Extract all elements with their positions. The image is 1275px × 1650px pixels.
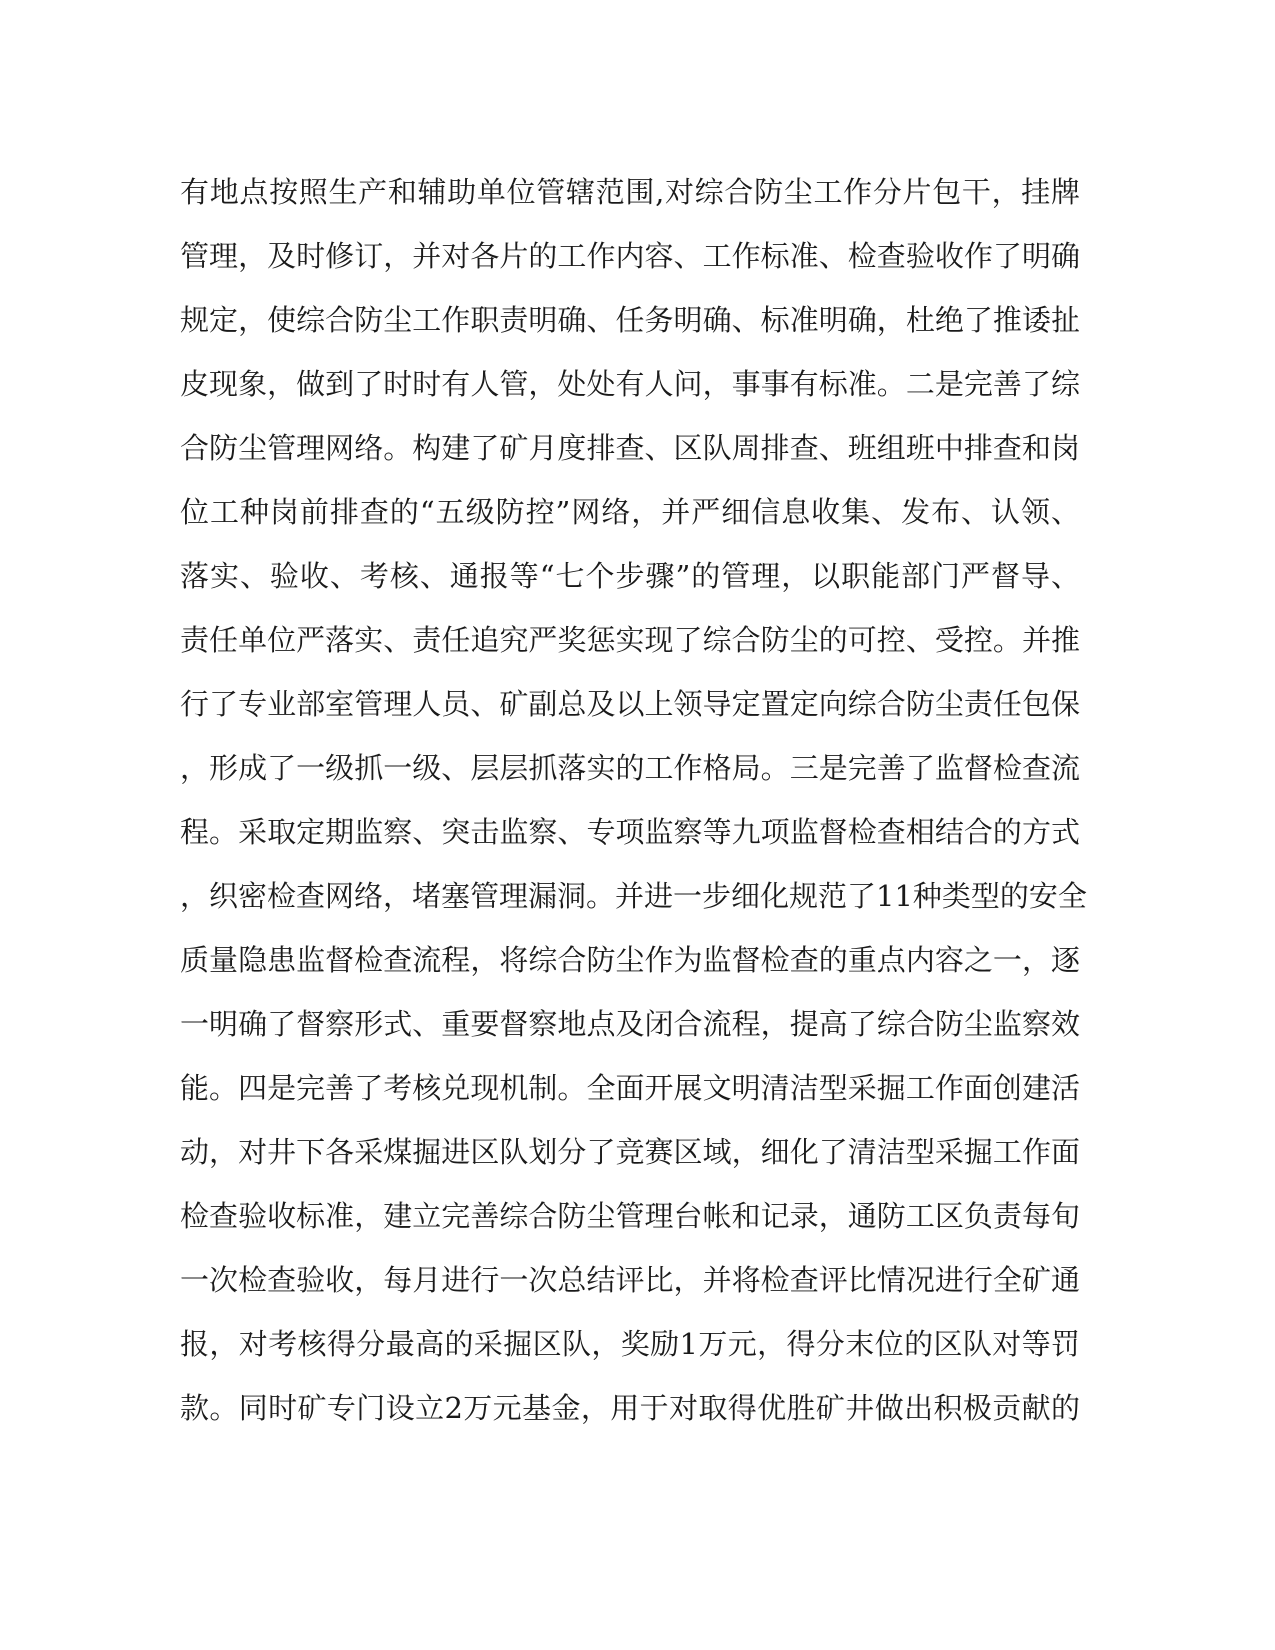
text-line: 一明确了督察形式、重要督察地点及闭合流程，提高了综合防尘监察效 xyxy=(180,1007,1080,1041)
text-line: 落实、验收、考核、通报等“七个步骤”的管理，以职能部门严督导、 xyxy=(180,559,1080,593)
text-line: 皮现象，做到了时时有人管，处处有人问，事事有标准。二是完善了综 xyxy=(180,367,1080,401)
text-line: 规定，使综合防尘工作职责明确、任务明确、标准明确，杜绝了推诿扯 xyxy=(180,303,1080,337)
text-line: 一次检查验收，每月进行一次总结评比，并将检查评比情况进行全矿通 xyxy=(180,1263,1080,1297)
text-line: 动，对井下各采煤掘进区队划分了竞赛区域，细化了清洁型采掘工作面 xyxy=(180,1135,1080,1169)
text-line: 质量隐患监督检查流程，将综合防尘作为监督检查的重点内容之一，逐 xyxy=(180,943,1080,977)
text-line: 合防尘管理网络。构建了矿月度排查、区队周排查、班组班中排查和岗 xyxy=(180,431,1080,465)
text-line: ，织密检查网络，堵塞管理漏洞。并进一步细化规范了11种类型的安全 xyxy=(180,879,1087,913)
text-line: 能。四是完善了考核兑现机制。全面开展文明清洁型采掘工作面创建活 xyxy=(180,1071,1080,1105)
body-text xyxy=(180,160,1087,1440)
text-line: 管理，及时修订，并对各片的工作内容、工作标准、检查验收作了明确 xyxy=(180,239,1080,273)
text-line: 行了专业部室管理人员、矿副总及以上领导定置定向综合防尘责任包保 xyxy=(180,687,1080,721)
text-line: 款。同时矿专门设立2万元基金，用于对取得优胜矿井做出积极贡献的 xyxy=(180,1391,1080,1425)
text-line: 程。采取定期监察、突击监察、专项监察等九项监督检查相结合的方式 xyxy=(180,815,1080,849)
text-line: ，形成了一级抓一级、层层抓落实的工作格局。三是完善了监督检查流 xyxy=(180,751,1080,785)
text-line: 责任单位严落实、责任追究严奖惩实现了综合防尘的可控、受控。并推 xyxy=(180,623,1080,657)
text-line: 检查验收标准，建立完善综合防尘管理台帐和记录，通防工区负责每旬 xyxy=(180,1199,1080,1233)
text-line: 报，对考核得分最高的采掘区队，奖励1万元，得分末位的区队对等罚 xyxy=(180,1327,1080,1361)
text-line: 有地点按照生产和辅助单位管辖范围,对综合防尘工作分片包干，挂牌 xyxy=(180,175,1080,209)
text-line: 位工种岗前排查的“五级防控”网络，并严细信息收集、发布、认领、 xyxy=(180,495,1080,529)
